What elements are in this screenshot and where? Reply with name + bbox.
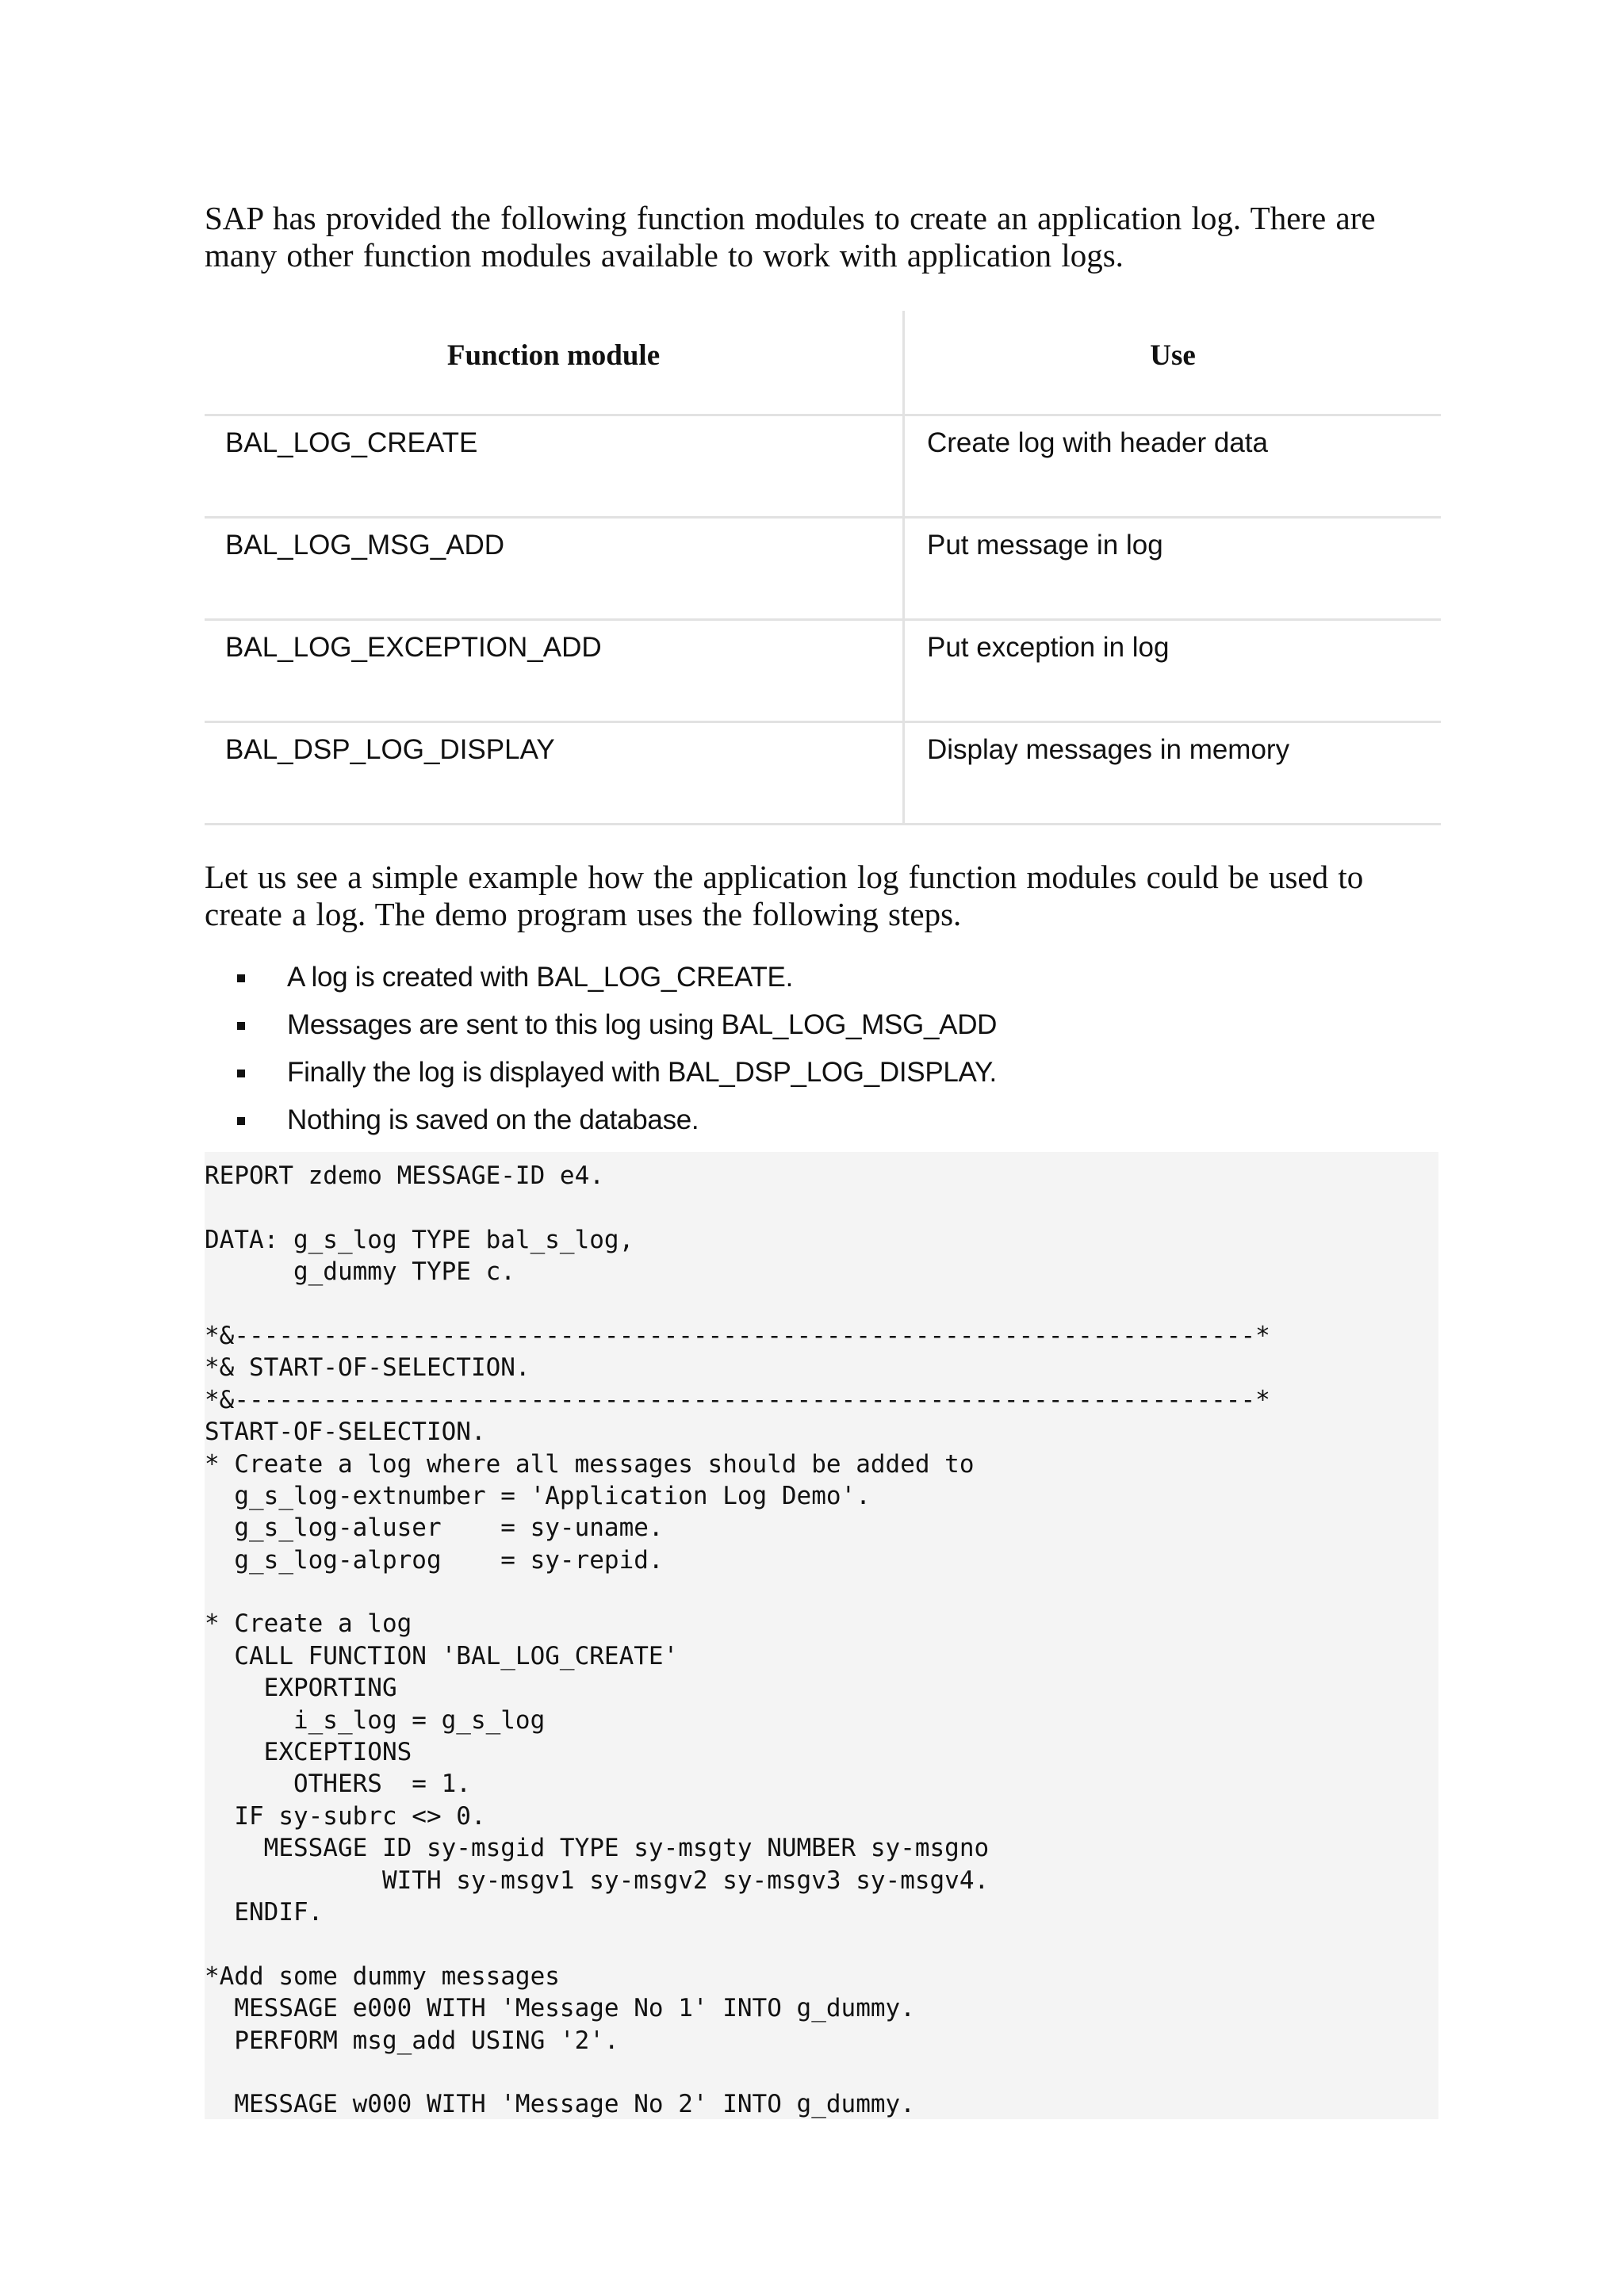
function-module-cell: BAL_LOG_MSG_ADD [205,518,904,620]
code-line: WITH sy-msgv1 sy-msgv2 sy-msgv3 sy-msgv4. [205,1866,990,1895]
list-item [205,1049,1438,1096]
bullet-square-icon [237,1070,245,1077]
use-cell: Create log with header data [904,415,1442,518]
document-page [205,200,1438,2119]
list-item-text: Finally the log is displayed with BAL_DSP_LOG_DISPLAY. [287,1057,997,1088]
table-row [205,518,1441,620]
code-line: OTHERS = 1. [205,1770,471,1799]
example-paragraph: Let us see a simple example how the application log function modules could be used to create a log. The demo program uses the following steps. [205,859,1364,932]
code-line: * Create a log [205,1609,412,1639]
function-module-cell: BAL_DSP_LOG_DISPLAY [205,722,904,825]
code-line: MESSAGE e000 WITH 'Message No 1' INTO g_dummy. [205,1994,915,2023]
table-header-row [205,311,1441,415]
bullet-square-icon [237,1022,245,1030]
code-line [205,1288,1438,1320]
table-row [205,620,1441,722]
column-header-use: Use [904,311,1442,415]
code-line [205,1192,1438,1223]
use-cell: Display messages in memory [904,722,1442,825]
code-line: CALL FUNCTION 'BAL_LOG_CREATE' [205,1641,679,1670]
code-line [205,1928,1438,1960]
code-line: *Add some dummy messages [205,1961,560,1991]
code-line: MESSAGE ID sy-msgid TYPE sy-msgty NUMBER sy-msgno [205,1834,990,1863]
bullet-square-icon [237,1117,245,1125]
function-module-cell: BAL_LOG_CREATE [205,415,904,518]
list-item [205,1001,1438,1049]
steps-list [205,954,1438,1144]
code-line: *&---------------------------------------------------------------------* [205,1385,1270,1414]
code-line: START-OF-SELECTION. [205,1418,486,1447]
list-item-text: Nothing is saved on the database. [287,1104,699,1135]
code-line: i_s_log = g_s_log [205,1705,546,1735]
code-listing [205,1152,1438,2119]
function-module-table [205,311,1441,825]
code-line: * Create a log where all messages should be added to [205,1449,975,1479]
code-line: ENDIF. [205,1897,324,1927]
code-line: DATA: g_s_log TYPE bal_s_log, [205,1225,634,1254]
list-item [205,954,1438,1001]
table-row [205,722,1441,825]
code-line: g_s_log-extnumber = 'Application Log Demo'. [205,1481,871,1510]
table-row [205,415,1441,518]
function-module-cell: BAL_LOG_EXCEPTION_ADD [205,620,904,722]
code-line: *& START-OF-SELECTION. [205,1353,530,1383]
use-cell: Put message in log [904,518,1442,620]
code-line: *&---------------------------------------------------------------------* [205,1321,1270,1350]
list-item-text: A log is created with BAL_LOG_CREATE. [287,962,793,993]
code-line: REPORT zdemo MESSAGE-ID e4. [205,1161,604,1190]
list-item [205,1096,1438,1144]
column-header-function-module: Function module [205,311,904,415]
code-line: g_dummy TYPE c. [205,1257,515,1287]
code-line: g_s_log-alprog = sy-repid. [205,1545,664,1575]
code-line [205,1576,1438,1608]
code-line [205,2057,1438,2088]
code-line: g_s_log-aluser = sy-uname. [205,1513,664,1543]
use-cell: Put exception in log [904,620,1442,722]
code-line: PERFORM msg_add USING '2'. [205,2026,619,2055]
bullet-square-icon [237,974,245,982]
list-item-text: Messages are sent to this log using BAL_LOG_MSG_ADD [287,1009,998,1040]
code-line: MESSAGE w000 WITH 'Message No 2' INTO g_dummy. [205,2090,915,2119]
code-line: EXPORTING [205,1674,397,1703]
intro-paragraph: SAP has provided the following function modules to create an application log. There are many other function modules available to work with application logs. [205,200,1376,274]
code-line: IF sy-subrc <> 0. [205,1801,486,1831]
code-line: EXCEPTIONS [205,1738,412,1767]
